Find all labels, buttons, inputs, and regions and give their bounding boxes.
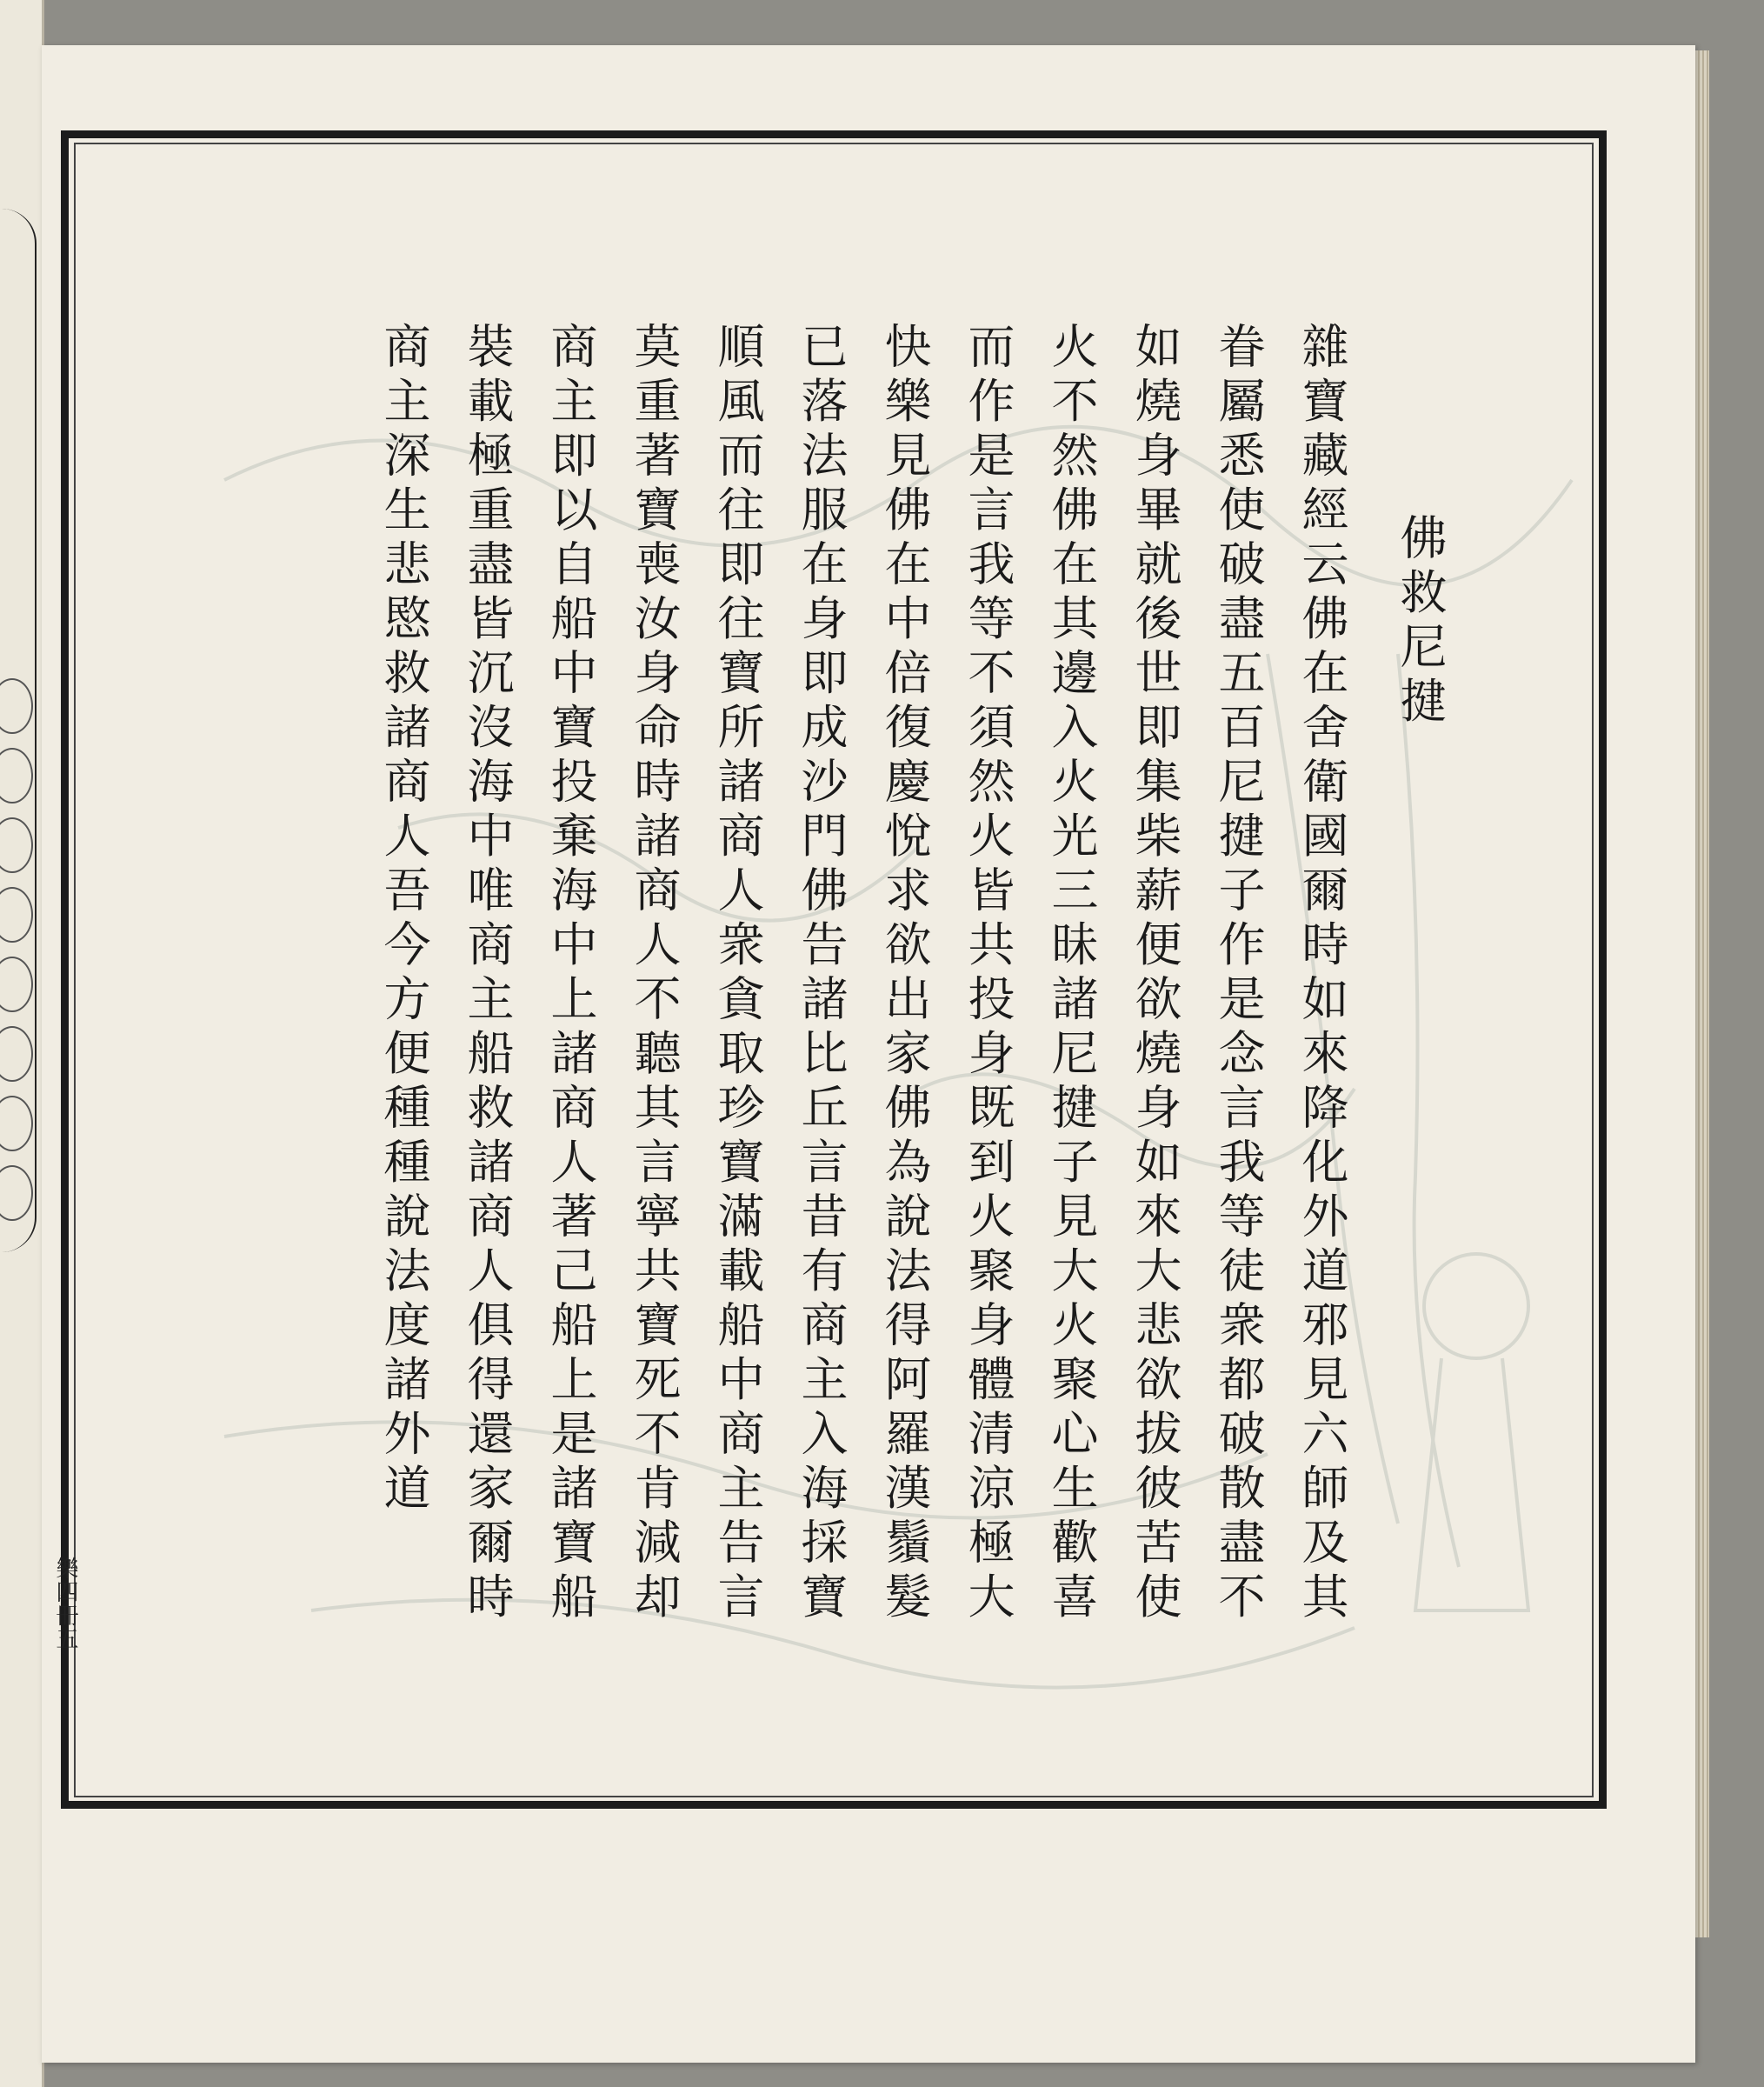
text-column-9: 莫重著寶喪汝身命時諸商人不聽其言寧共寶死不肯減却	[627, 322, 682, 1626]
text-column-12: 商主深生悲愍救諸商人吾今方便種種說法度諸外道	[376, 322, 431, 1517]
text-column-8: 順風而往即往寶所諸商人衆貪取珍寶滿載船中商主告言	[710, 322, 765, 1626]
passage-title: 佛救尼揵	[1393, 513, 1448, 730]
text-column-7: 已落法服在身即成沙門佛告諸比丘言昔有商主入海採寶	[794, 322, 849, 1626]
text-column-3: 如燒身畢就後世即集柴薪便欲燒身如來大悲欲拔彼苦使	[1128, 322, 1182, 1626]
margin-volume-label: 樂四冊五	[52, 1557, 78, 1650]
text-column-4: 火不然佛在其邊入火光三昧諸尼揵子見大火聚心生歡喜	[1044, 322, 1099, 1626]
text-column-1: 雜寶藏經云佛在舍衛國爾時如來降化外道邪見六師及其	[1295, 322, 1349, 1626]
text-column-11: 裝載極重盡皆沉沒海中唯商主船救諸商人俱得還家爾時	[460, 322, 515, 1626]
left-facing-page	[0, 0, 44, 2087]
text-column-5: 而作是言我等不須然火皆共投身既到火聚身體清涼極大	[961, 322, 1015, 1626]
text-column-6: 快樂見佛在中倍復慶悅求欲出家佛為說法得阿羅漢鬚髮	[877, 322, 932, 1626]
text-column-10: 商主即以自船中寶投棄海中上諸商人著己船上是諸寶船	[543, 322, 598, 1626]
vertical-text-block	[296, 322, 1452, 1800]
text-column-2: 眷屬悉使破盡五百尼揵子作是念言我等徒衆都破散盡不	[1211, 322, 1266, 1626]
